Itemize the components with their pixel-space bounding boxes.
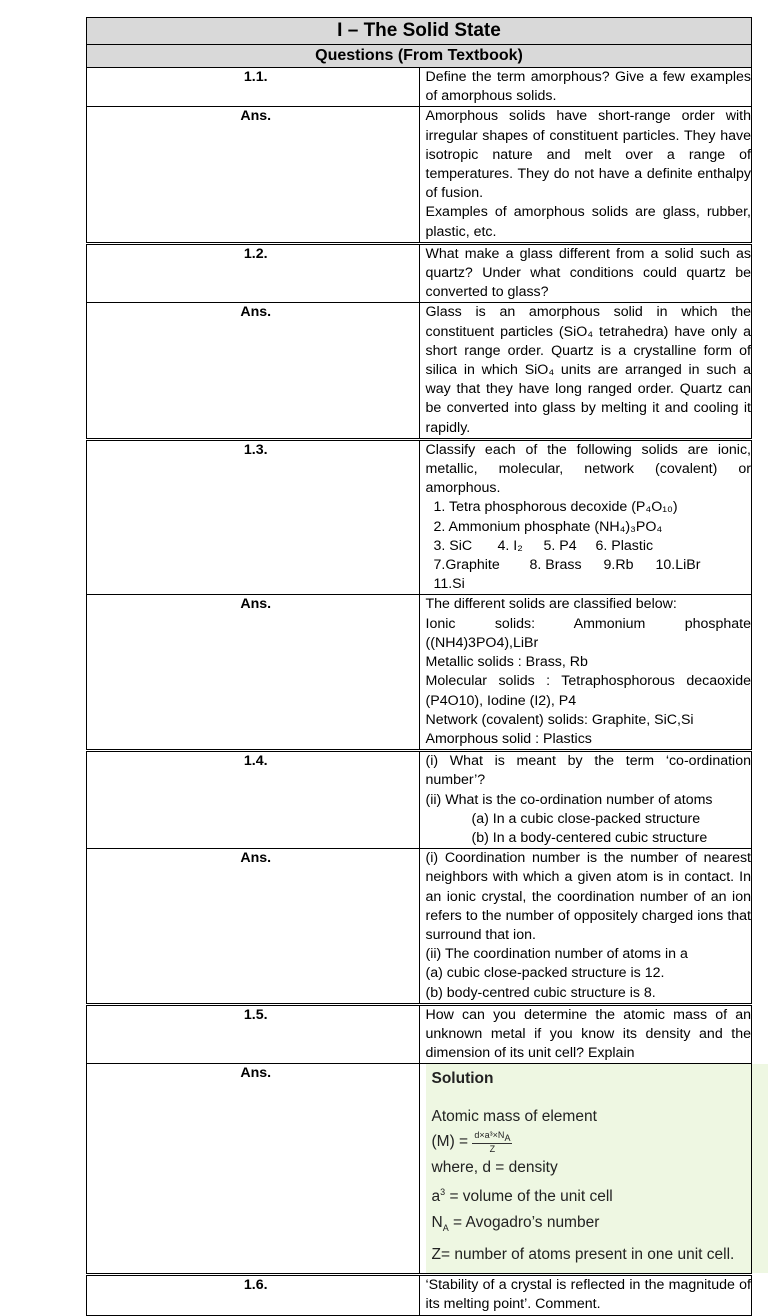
symbol-superscript: 3 [440,1187,445,1197]
answer-label: Ans. [87,595,420,751]
question-text: What make a glass different from a solid such as quartz? Under what conditions could quartz be converted to glass? [419,243,752,303]
question-text: How can you determine the atomic mass of an unknown metal if you know its density and the dimension of its unit cell? Explain [419,1004,752,1064]
question-text [419,751,752,849]
question-text [419,439,752,595]
question-number: 1.5. [87,1004,420,1064]
answer-paragraph: (i) Coordination number is the number of nearest neighbors with which a given atom is in contact. In an ionic crystal, the coordination number of an ion refers to the number of oppositely charged ions that surround that ion. [426,849,752,945]
answer-line: Ionic solids: Ammonium phosphate ((NH4)3PO4),LiBr [426,615,752,653]
textbook-page [86,17,752,1316]
answer-line: (b) body-centred cubic structure is 8. [426,984,752,1003]
fraction-numerator [472,1130,512,1144]
answer-label: Ans. [87,849,420,1005]
answer-line: Amorphous solid : Plastics [426,730,752,749]
numerator-subscript: A [504,1133,510,1143]
formula-lhs: (M) = [432,1133,473,1150]
question-text: ‘Stability of a crystal is reflected in the magnitude of its melting point’. Comment. [419,1275,752,1315]
answer-line: The different solids are classified below: [426,595,752,614]
definition-text: = Avogadro’s number [449,1214,600,1231]
subtitle-row [87,45,752,68]
answer-paragraph: Examples of amorphous solids are glass, rubber, plastic, etc. [426,203,752,241]
question-row-1-4 [87,751,752,849]
answer-text: Glass is an amorphous solid in which the constituent particles (SiO₄ tetrahedra) have only a short range order. Quartz is a crystalline form of silica in which SiO₄ units are arranged in such a way that they have long ranged order. Quartz can be converted into glass by melting it and cooling it rapidly. [419,303,752,439]
answer-label: Ans. [87,1064,420,1275]
answer-row-1-1 [87,107,752,243]
solid-list-line-1 [426,498,752,536]
formula-line [432,1129,768,1155]
solid-item: 11.Si [434,575,465,594]
formula-line: where, d = density [432,1155,768,1181]
question-row-1-1 [87,68,752,107]
answer-text [419,849,752,1005]
question-row-1-6 [87,1275,752,1315]
question-number: 1.1. [87,68,420,107]
answer-line: Network (covalent) solids: Graphite, SiC,Si [426,711,752,730]
symbol-a: a [432,1189,441,1206]
answer-label: Ans. [87,303,420,439]
question-subline: (a) In a cubic close-packed structure [426,810,752,829]
answer-row-1-4 [87,849,752,1005]
question-line: (ii) What is the co-ordination number of atoms [426,791,752,810]
answer-row-1-5 [87,1064,752,1275]
solid-item: 4. I₂ [498,537,544,556]
symbol-subscript: A [443,1223,449,1233]
solid-item: 10.LiBr [656,556,724,575]
qa-table [86,17,752,1316]
solid-item: 5. P4 [544,537,596,556]
solution-image [426,1064,768,1273]
answer-text [419,595,752,751]
solid-item: 1. Tetra phosphorous decoxide (P₄O₁₀) [434,498,752,517]
answer-text [419,107,752,243]
formula-line: Atomic mass of element [432,1104,768,1130]
question-paragraph: Classify each of the following solids are ionic, metallic, molecular, network (covalent) or amorphous. [426,441,752,499]
definition-text: = volume of the unit cell [445,1189,613,1206]
symbol-n: N [432,1214,443,1231]
question-line: (i) What is meant by the term ‘co-ordination number’? [426,752,752,790]
question-row-1-3 [87,439,752,595]
formula-line [432,1210,768,1242]
answer-line: Metallic solids : Brass, Rb [426,653,752,672]
question-row-1-5 [87,1004,752,1064]
question-row-1-2 [87,243,752,303]
formula-line: Z= number of atoms present in one unit cell. [432,1242,768,1268]
question-subline: (b) In a body-centered cubic structure [426,829,752,848]
answer-label: Ans. [87,107,420,243]
solution-heading: Solution [432,1066,768,1092]
solid-list-line-2 [426,537,752,595]
page-title: I – The Solid State [87,18,752,45]
question-number: 1.6. [87,1275,420,1315]
fraction-denominator: Z [472,1144,512,1154]
answer-line: Molecular solids : Tetraphosphorous decaoxide (P4O10), Iodine (I2), P4 [426,672,752,710]
solid-item: 6. Plastic [596,537,674,556]
solid-item: 7.Graphite [434,556,530,575]
numerator-text: d×a³×N [474,1130,504,1140]
answer-line: (ii) The coordination number of atoms in a [426,945,752,964]
solid-item: 3. SiC [434,537,498,556]
title-row [87,18,752,45]
question-number: 1.4. [87,751,420,849]
answer-row-1-3 [87,595,752,751]
formula-line [432,1180,768,1210]
solid-item: 2. Ammonium phosphate (NH₄)₃PO₄ [434,518,663,537]
solid-item: 9.Rb [604,556,656,575]
answer-paragraph: Amorphous solids have short-range order with irregular shapes of constituent particles. They have isotropic nature and melt over a range of temperatures. They do not have a definite enthalpy of fusion. [426,107,752,203]
question-number: 1.2. [87,243,420,303]
answer-row-1-2 [87,303,752,439]
question-number: 1.3. [87,439,420,595]
formula-fraction [472,1130,512,1154]
answer-text [419,1064,752,1275]
answer-line: (a) cubic close-packed structure is 12. [426,964,752,983]
solid-item: 8. Brass [530,556,604,575]
question-text: Define the term amorphous? Give a few examples of amorphous solids. [419,68,752,107]
section-subtitle: Questions (From Textbook) [87,45,752,68]
